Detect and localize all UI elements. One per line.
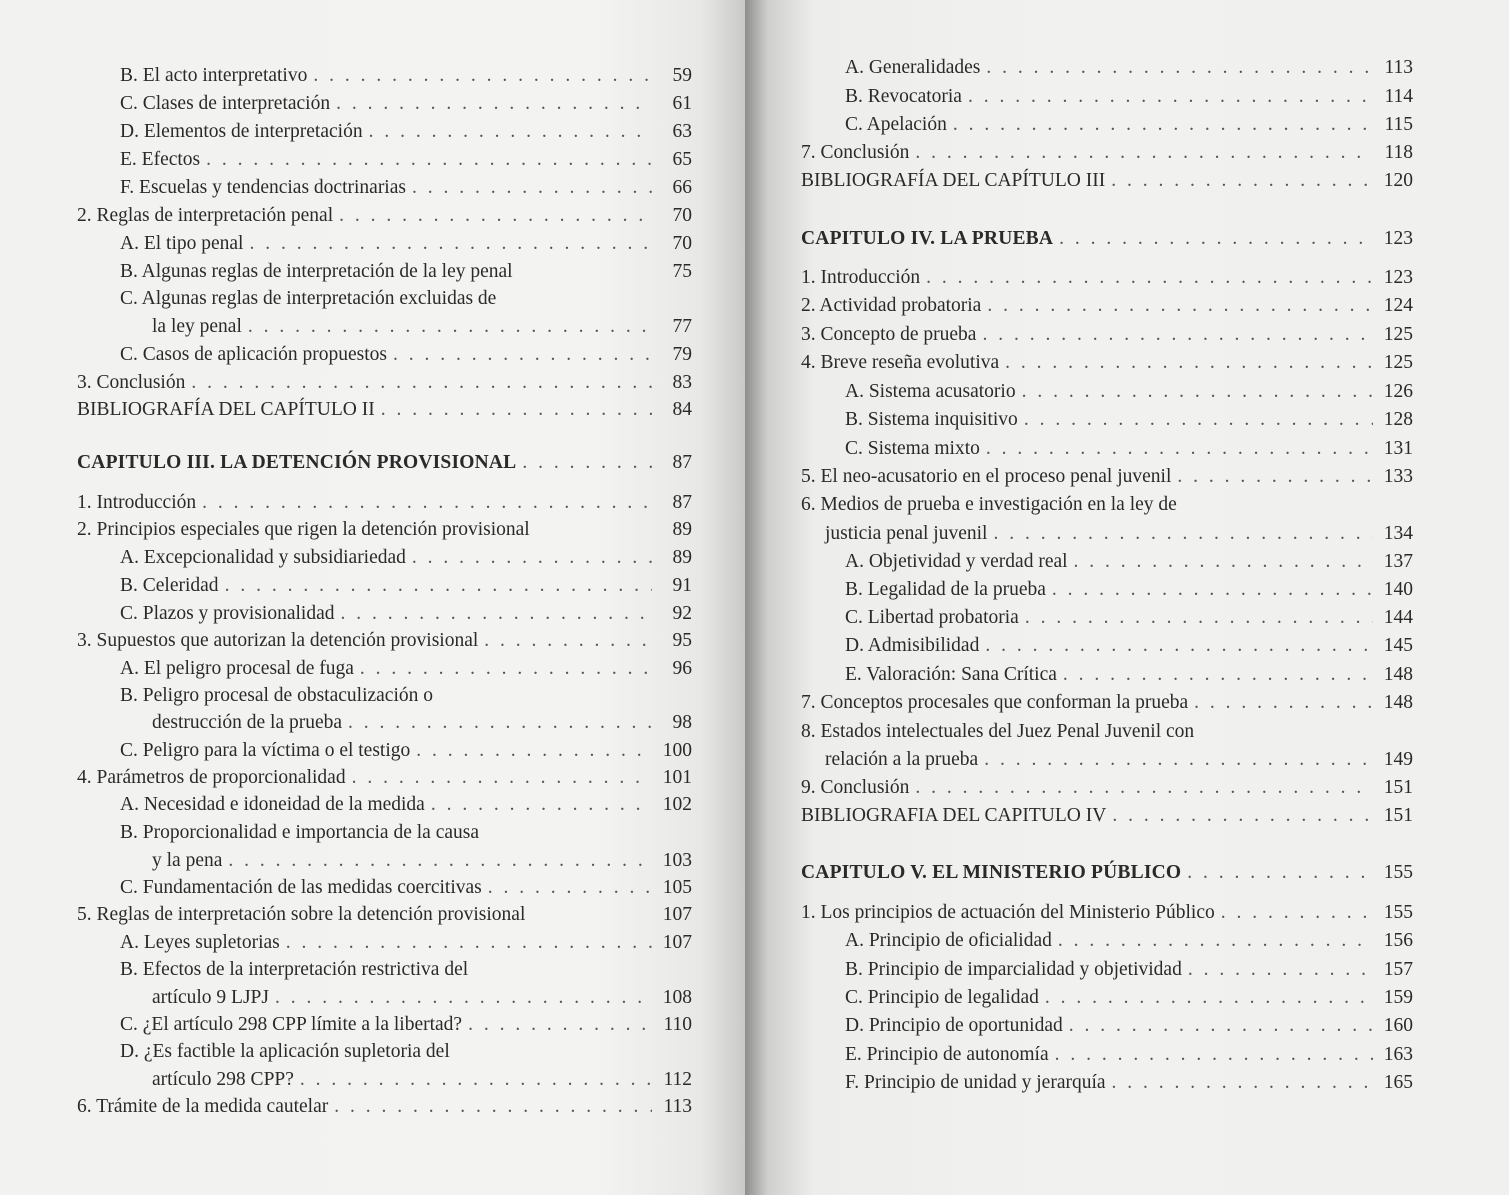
toc-entry: D. ¿Es factible la aplicación supletoria del [120,1041,450,1062]
toc-entry: destrucción de la prueba . . . 98 [152,711,692,735]
toc-entry: B. Algunas reglas de interpretación de la ley penal 75 [120,261,692,282]
toc-entry: 3. Conclusión . . . 83 [77,371,692,395]
toc-entry: B. El acto interpretativo . . . 59 [120,64,692,88]
toc-entry: B. Sistema inquisitivo . . . 128 [845,408,1413,432]
toc-entry: F. Principio de unidad y jerarquía . . . 165 [845,1071,1413,1095]
right-page [745,0,1509,1195]
chapter-heading: CAPITULO IV. LA PRUEBA . . . 123 [801,227,1413,251]
toc-entry: 5. Reglas de interpretación sobre la detención provisional 107 [77,904,692,925]
toc-entry: 2. Actividad probatoria . . . 124 [801,294,1413,318]
toc-entry: 6. Trámite de la medida cautelar . . . 113 [77,1095,692,1119]
toc-entry: A. Principio de oficialidad . . . 156 [845,929,1413,953]
toc-entry: 1. Introducción . . . 123 [801,266,1413,290]
toc-entry: la ley penal . . . 77 [152,315,692,339]
toc-entry: C. Peligro para la víctima o el testigo . . . 100 [120,739,692,763]
toc-entry: 8. Estados intelectuales del Juez Penal Juvenil con [801,721,1195,742]
toc-entry: y la pena . . . 103 [152,849,692,873]
toc-entry: F. Escuelas y tendencias doctrinarias . . . 66 [120,176,692,200]
toc-entry: C. Algunas reglas de interpretación excluidas de [120,288,497,309]
toc-entry: A. El peligro procesal de fuga . . . 96 [120,657,692,681]
toc-entry: C. ¿El artículo 298 CPP límite a la libertad? . . . 110 [120,1013,692,1037]
toc-entry: C. Sistema mixto . . . 131 [845,437,1413,461]
toc-entry: A. El tipo penal . . . 70 [120,232,692,256]
toc-entry: 5. El neo-acusatorio en el proceso penal juvenil . . . 133 [801,465,1413,489]
toc-entry: A. Generalidades . . . 113 [845,56,1413,80]
toc-entry: BIBLIOGRAFIA DEL CAPITULO IV . . . 151 [801,804,1413,828]
left-page [0,0,745,1195]
toc-entry: C. Clases de interpretación . . . 61 [120,92,692,116]
toc-entry: 3. Concepto de prueba . . . 125 [801,323,1413,347]
toc-entry: C. Libertad probatoria . . . 144 [845,606,1413,630]
toc-entry: B. Efectos de la interpretación restrictiva del [120,959,469,980]
toc-entry: 1. Los principios de actuación del Ministerio Público . . . 155 [801,901,1413,925]
toc-entry: 4. Parámetros de proporcionalidad . . . 101 [77,766,692,790]
toc-entry: A. Objetividad y verdad real . . . 137 [845,550,1413,574]
toc-entry: C. Apelación . . . 115 [845,113,1413,137]
toc-entry: 4. Breve reseña evolutiva . . . 125 [801,351,1413,375]
toc-entry: justicia penal juvenil . . . 134 [825,522,1413,546]
chapter-heading: CAPITULO III. LA DETENCIÓN PROVISIONAL . . . 87 [77,451,692,475]
toc-entry: A. Excepcionalidad y subsidiariedad . . . 89 [120,546,692,570]
toc-entry: A. Sistema acusatorio . . . 126 [845,380,1413,404]
toc-entry: E. Principio de autonomía . . . 163 [845,1043,1413,1067]
toc-entry: 6. Medios de prueba e investigación en la ley de [801,494,1177,515]
toc-entry: B. Peligro procesal de obstaculización o [120,685,433,706]
toc-entry: 7. Conclusión . . . 118 [801,141,1413,165]
toc-entry: artículo 298 CPP? . . . 112 [152,1068,692,1092]
toc-entry: 3. Supuestos que autorizan la detención provisional . . . 95 [77,629,692,653]
toc-entry: B. Principio de imparcialidad y objetividad . . . 157 [845,958,1413,982]
toc-entry: D. Elementos de interpretación . . . 63 [120,120,692,144]
toc-entry: E. Efectos . . . 65 [120,148,692,172]
toc-entry: relación a la prueba . . . 149 [825,748,1413,772]
toc-entry: D. Principio de oportunidad . . . 160 [845,1014,1413,1038]
toc-entry: B. Legalidad de la prueba . . . 140 [845,578,1413,602]
toc-entry: B. Celeridad . . . 91 [120,574,692,598]
toc-entry: BIBLIOGRAFÍA DEL CAPÍTULO II . . . 84 [77,398,692,422]
toc-entry: C. Fundamentación de las medidas coercitivas . . . 105 [120,876,692,900]
toc-entry: C. Principio de legalidad . . . 159 [845,986,1413,1010]
toc-entry: 7. Conceptos procesales que conforman la prueba . . . 148 [801,691,1413,715]
toc-entry: B. Revocatoria . . . 114 [845,85,1413,109]
toc-entry: 2. Reglas de interpretación penal . . . 70 [77,204,692,228]
toc-entry: 9. Conclusión . . . 151 [801,776,1413,800]
chapter-heading: CAPITULO V. EL MINISTERIO PÚBLICO . . . 155 [801,861,1413,885]
toc-entry: 2. Principios especiales que rigen la detención provisional 89 [77,519,692,540]
toc-entry: A. Necesidad e idoneidad de la medida . . . 102 [120,793,692,817]
toc-entry: E. Valoración: Sana Crítica . . . 148 [845,663,1413,687]
toc-entry: C. Plazos y provisionalidad . . . 92 [120,602,692,626]
toc-entry: B. Proporcionalidad e importancia de la causa [120,822,479,843]
toc-entry: D. Admisibilidad . . . 145 [845,634,1413,658]
toc-entry: C. Casos de aplicación propuestos . . . 79 [120,343,692,367]
toc-entry: BIBLIOGRAFÍA DEL CAPÍTULO III . . . 120 [801,169,1413,193]
toc-entry: artículo 9 LJPJ . . . 108 [152,986,692,1010]
toc-entry: 1. Introducción . . . 87 [77,491,692,515]
toc-entry: A. Leyes supletorias . . . 107 [120,931,692,955]
